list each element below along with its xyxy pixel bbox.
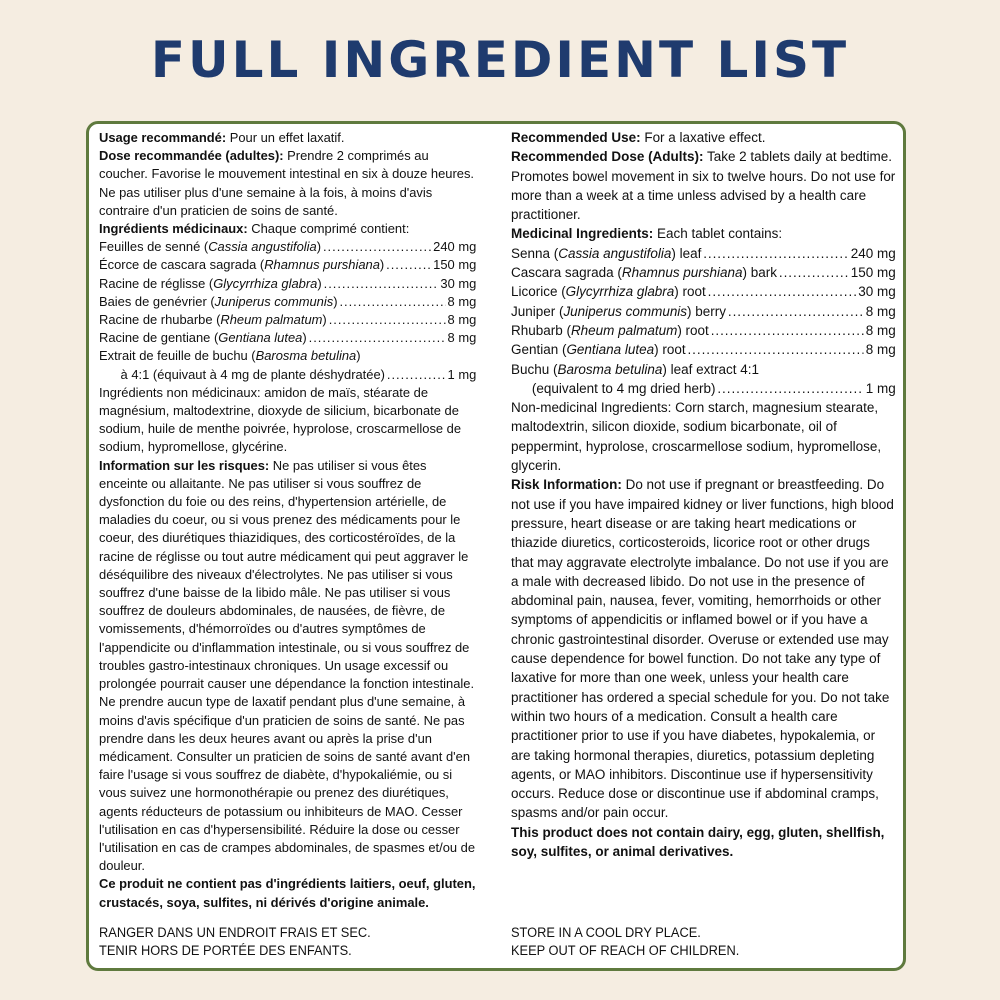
- usage-section: [511, 129, 896, 148]
- ingredient-amount: 1 mg: [447, 366, 477, 382]
- medicinal-text: Each tablet contains:: [653, 226, 783, 243]
- ingredient-amount: 150 mg: [850, 265, 896, 282]
- allergen-statement: Ce produit ne contient pas d'ingrédients laitiers, oeuf, gluten, crustacés, soya, sulfites, ni dérivés d'origine animale.: [99, 876, 476, 910]
- ingredient-row: Juniper (Juniperus communis) berry ..... 8 mg: [511, 303, 896, 322]
- ingredient-row: Licorice (Glycyrrhiza glabra) root ..... 30 mg: [511, 283, 896, 302]
- dose-section: [511, 148, 896, 225]
- ingredient-amount: 150 mg: [433, 257, 477, 273]
- ingredient-amount: 1 mg: [865, 380, 896, 397]
- french-column: [99, 129, 476, 912]
- ingredient-row: Rhubarb (Rheum palmatum) root ..... 8 mg: [511, 322, 896, 341]
- dose-label: Dose recommandée (adultes):: [99, 148, 284, 164]
- ingredient-amount: 30 mg: [440, 275, 477, 291]
- usage-text: For a laxative effect.: [640, 130, 766, 146]
- risk-text: Ne pas utiliser si vous êtes enceinte ou allaitante. Ne pas utiliser si vous souffrez de dysfonction du foie ou des reins, d'hypertension artérielle, de maladies du coeur, ou si vous prenez des médicaments pour le coeur, des diurétiques thiazidiques, des corticostéroïdes, de la racine de réglisse ou tout autre médicament qui peut aggraver le déséquilibre des niveaux d'électrolytes. Ne pas utiliser si vous souffrez d'une baisse de la libido mâle. Ne pas utiliser si vous souffrez de douleurs abdominales, de nausées, de fièvre, de vomissements, d'hémorroïdes ou d'autres symptômes de l'appendicite ou d'inflammation intestinale, ou si vous souffrez de troubles gastro-intestinaux chroniques. Un usage excessif ou prolongée pourrait causer une dépendance la fonction intestinale. Ne prendre aucun type de laxatif pendant plus d'une semaine, à moins d'avis spécifique d'un praticien de soins de santé. Ne pas prendre dans les deux heures avant ou après la prise d'un médicament. Consulter un praticien de soins de santé avant d'en faire l'usage si vous souffrez de diabète, d'hypokaliémie, ou si vous suivez une hormonothérapie ou prenez des diurétiques, agents réducteurs de potassium ou inhibiteurs de MAO. Cesser l'utilisation en cas d'hypersensibilité. Réduire la dose ou cesser l'utilisation en cas de crampes abdominales, de spasmes et/ou de douleur.: [99, 457, 476, 874]
- buchu-name: Buchu (Barosma betulina) leaf extract 4:1: [511, 361, 760, 378]
- risk-text: Do not use if pregnant or breastfeeding. Do not use if you have impaired kidney or liver functions, high blood pressure, heart disease or are taking heart medications or thiazide diuretics, corticosteroids, licorice root or other drugs that may aggravate electrolyte imbalance. Do not use if you are a male with decreased libido. Do not use in the presence of abdominal pain, nausea, fever, vomiting, hemorrhoids or other symptoms of appendicitis or inflamed bowel or if you have a chronic gastrointestinal disorder. Overuse or extended use may cause dependence for bowel function. Do not take any type of laxative for more than one week, unless your health care practitioner has ordered a special schedule for you. Do not take within two hours of a medication. Consult a health care practitioner prior to use if you have diabetes, hypokalemia, or are taking hormonal therapies, diuretics, potassium depleting agents, or MAO inhibitors. Discontinue use if hypersensitivity occurs. Reduce dose or discontinue use if abdominal cramps, spasms and/or pain occur.: [511, 477, 894, 822]
- ingredient-amount: 8 mg: [865, 322, 896, 339]
- risk-label: Information sur les risques:: [99, 457, 270, 473]
- ingredient-row: Gentian (Gentiana lutea) root ..... 8 mg: [511, 341, 896, 360]
- ingredient-amount: 8 mg: [865, 342, 896, 359]
- ingredient-amount: 8 mg: [447, 293, 477, 309]
- risk-section: [99, 457, 476, 876]
- dose-section: [99, 147, 476, 220]
- ingredient-amount: 8 mg: [447, 330, 477, 346]
- ingredient-row: Baies de genévrier (Juniperus communis) ..... 8 mg: [99, 293, 476, 311]
- storage-instructions-en: STORE IN A COOL DRY PLACE. KEEP OUT OF REACH OF CHILDREN.: [511, 925, 740, 958]
- dose-text: Prendre 2 comprimés au coucher. Favorise le mouvement intestinal en six à douze heures. Ne pas utiliser plus d'une semaine à la fois, à moins d'avis contraire d'un praticien de soins de santé.: [99, 148, 475, 218]
- buchu-name: Extrait de feuille de buchu (Barosma betulina): [99, 348, 361, 364]
- usage-text: Pour un effet laxatif.: [226, 130, 345, 145]
- ingredient-label-panel: [86, 121, 906, 971]
- ingredient-amount: 30 mg: [858, 284, 896, 301]
- page-title: FULL INGREDIENT LIST: [150, 31, 850, 89]
- ingredient-row: Feuilles de senné (Cassia angustifolia) ..... 240 mg: [99, 238, 476, 256]
- ingredient-row: Racine de réglisse (Glycyrrhiza glabra) ..... 30 mg: [99, 275, 476, 293]
- risk-label: Risk Information:: [511, 477, 622, 494]
- english-column: [511, 129, 896, 862]
- usage-label: Recommended Use:: [511, 130, 641, 146]
- usage-label: Usage recommandé:: [99, 130, 227, 145]
- storage-instructions-fr: RANGER DANS UN ENDROIT FRAIS ET SEC. TENIR HORS DE PORTÉE DES ENFANTS.: [99, 925, 371, 958]
- nonmedicinal-section: Non-medicinal Ingredients: Corn starch, magnesium stearate, maltodextrin, silicon dioxide, sodium bicarbonate, oil of peppermint, hyprolose, croscarmellose sodium, hypromellose, glycerin.: [511, 400, 882, 475]
- ingredient-row: Écorce de cascara sagrada (Rhamnus purshiana) ..... 150 mg: [99, 256, 476, 274]
- medicinal-section: [511, 225, 896, 244]
- medicinal-label: Medicinal Ingredients:: [511, 226, 654, 243]
- risk-section: [511, 476, 896, 823]
- medicinal-section: [99, 220, 476, 238]
- usage-section: [99, 129, 476, 147]
- allergen-statement: This product does not contain dairy, egg, gluten, shellfish, soy, sulfites, or animal derivatives.: [511, 824, 885, 860]
- nonmedicinal-section: Ingrédients non médicinaux: amidon de maïs, stéarate de magnésium, maltodextrine, dioxyde de silicium, bicarbonate de sodium, huile de menthe poivrée, hyprolose, croscarmellose de sodium, hypromellose, glycérine.: [99, 384, 462, 455]
- dose-label: Recommended Dose (Adults):: [511, 149, 704, 166]
- ingredient-amount: 8 mg: [865, 303, 896, 320]
- medicinal-label: Ingrédients médicinaux:: [99, 221, 248, 237]
- ingredient-row: Racine de gentiane (Gentiana lutea) ..... 8 mg: [99, 329, 476, 347]
- medicinal-text: Chaque comprimé contient:: [247, 221, 410, 237]
- ingredient-amount: 240 mg: [433, 239, 477, 255]
- ingredient-row: (equivalent to 4 mg dried herb) ..... 1 mg: [511, 380, 896, 399]
- ingredient-row: Senna (Cassia angustifolia) leaf ..... 240 mg: [511, 245, 896, 264]
- ingredient-row: Cascara sagrada (Rhamnus purshiana) bark ..... 150 mg: [511, 264, 896, 283]
- ingredient-row: Racine de rhubarbe (Rheum palmatum) ..... 8 mg: [99, 311, 476, 329]
- dose-text: Take 2 tablets daily at bedtime. Promotes bowel movement in six to twelve hours. Do not use for more than a week at a time unless advised by a health care practitioner.: [511, 149, 896, 224]
- ingredient-row: à 4:1 (équivaut à 4 mg de plante déshydratée) ..... 1 mg: [99, 366, 476, 384]
- ingredient-amount: 8 mg: [447, 312, 477, 328]
- ingredient-amount: 240 mg: [850, 245, 896, 262]
